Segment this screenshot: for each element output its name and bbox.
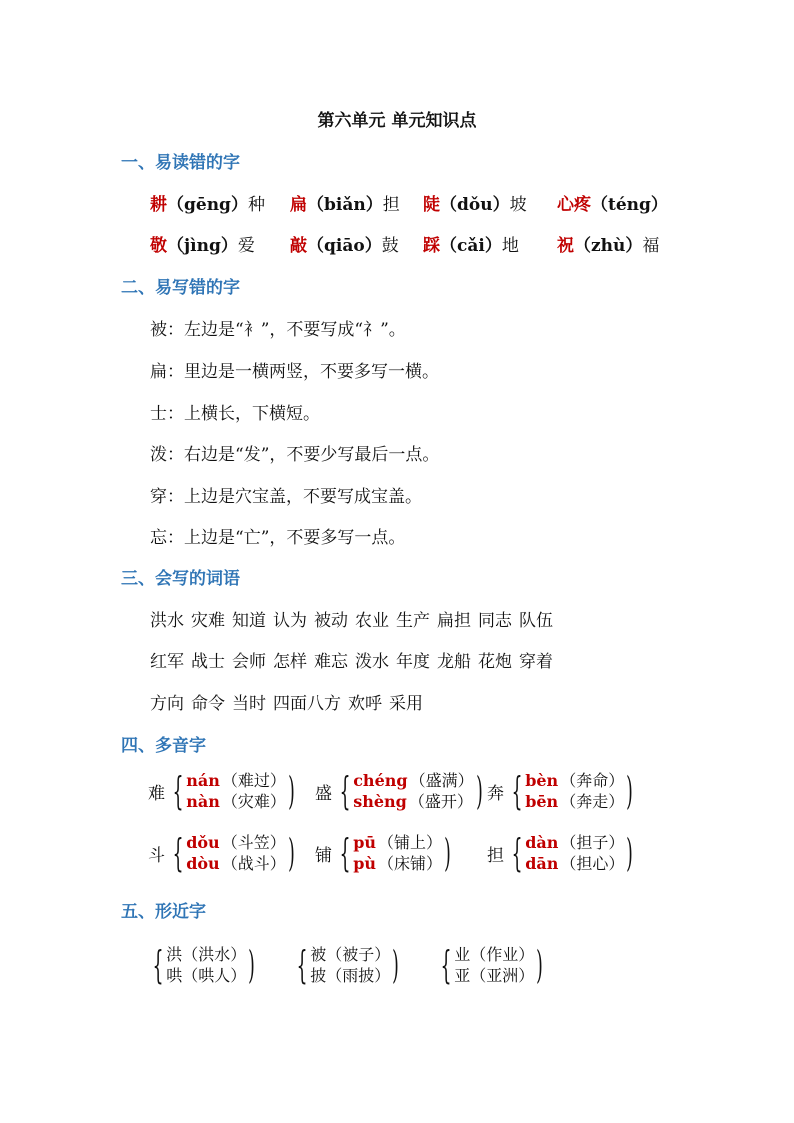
word: 怎样 — [273, 652, 307, 672]
words-row — [150, 606, 560, 631]
section-heading-5: 五、形近字 — [121, 902, 206, 922]
word: 当时 — [232, 694, 266, 714]
word: 生产 — [396, 611, 430, 631]
section-heading-3: 三、会写的词语 — [121, 569, 240, 589]
word: 龙船 — [437, 652, 471, 672]
read-item: 耕（gēng）种 — [150, 195, 265, 215]
word: 知道 — [232, 611, 266, 631]
polyphonic-group: 铺 { pū （铺上） pù （床铺） ) — [315, 831, 451, 875]
similar-group: { 洪（洪水） 哄（哄人） ) — [152, 943, 255, 987]
word: 方向 — [150, 694, 184, 714]
read-item: 扁（biǎn）担 — [290, 195, 400, 215]
similar-group: { 业（作业） 亚（亚洲） ) — [440, 943, 543, 987]
read-item: 祝（zhù）福 — [557, 236, 660, 256]
word: 同志 — [478, 611, 512, 631]
write-note: 被：左边是“衤”，不要写成“礻”。 — [150, 320, 406, 340]
word: 会师 — [232, 652, 266, 672]
word: 泼水 — [355, 652, 389, 672]
polyphonic-group: 斗 { dǒu （斗笠） dòu （战斗） ) — [148, 831, 295, 875]
section-heading-1: 一、易读错的字 — [121, 153, 240, 173]
write-note: 忘：上边是“亡”，不要多写一点。 — [150, 528, 406, 548]
section-heading-4: 四、多音字 — [121, 736, 206, 756]
word: 四面八方 — [273, 694, 341, 714]
write-note: 穿：上边是穴宝盖，不要写成宝盖。 — [150, 487, 422, 507]
word: 农业 — [355, 611, 389, 631]
write-note: 扁：里边是一横两竖，不要多写一横。 — [150, 362, 439, 382]
word: 难忘 — [314, 652, 348, 672]
word: 红军 — [150, 652, 184, 672]
word: 年度 — [396, 652, 430, 672]
write-note: 士：上横长，下横短。 — [150, 404, 320, 424]
word: 花炮 — [478, 652, 512, 672]
word: 被动 — [314, 611, 348, 631]
polyphonic-group: 奔 { bèn （奔命） bēn （奔走） ) — [487, 769, 633, 813]
word: 欢呼 — [348, 694, 382, 714]
read-item: 敲（qiāo）鼓 — [290, 236, 399, 256]
polyphonic-group: 难 { nán （难过） nàn （灾难） ) — [148, 769, 295, 813]
word: 穿着 — [519, 652, 553, 672]
word: 采用 — [389, 694, 423, 714]
section-heading-2: 二、易写错的字 — [121, 278, 240, 298]
write-note: 泼：右边是“发”，不要少写最后一点。 — [150, 445, 440, 465]
read-item: 敬（jìng）爱 — [150, 236, 255, 256]
polyphonic-group: 担 { dàn （担子） dān （担心） ) — [487, 831, 634, 875]
similar-group: { 被（被子） 披（雨披） ) — [296, 943, 399, 987]
word: 命令 — [191, 694, 225, 714]
word: 扁担 — [437, 611, 471, 631]
read-item: 踩（cǎi）地 — [423, 236, 519, 256]
read-item: 心疼（téng） — [557, 195, 668, 215]
page-title: 第六单元 单元知识点 — [317, 111, 477, 131]
words-row — [150, 689, 430, 714]
words-row — [150, 647, 560, 672]
word: 队伍 — [519, 611, 553, 631]
word: 认为 — [273, 611, 307, 631]
read-item: 陡（dǒu）坡 — [423, 195, 527, 215]
word: 灾难 — [191, 611, 225, 631]
polyphonic-group: 盛 { chéng （盛满） shèng （盛开） ) — [315, 769, 483, 813]
word: 洪水 — [150, 611, 184, 631]
word: 战士 — [191, 652, 225, 672]
